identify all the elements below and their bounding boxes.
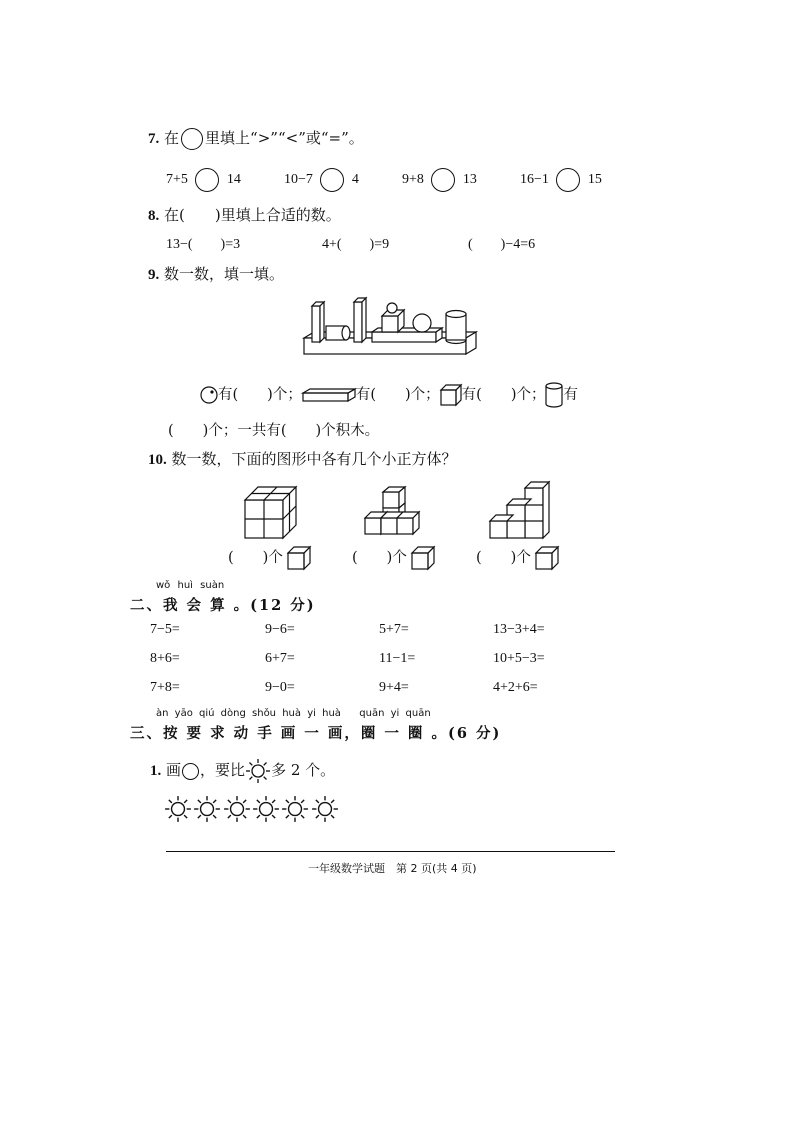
pinyin: àn (156, 708, 169, 719)
cube-icon (287, 546, 311, 570)
cube-icon (535, 546, 559, 570)
sphere-count-blank[interactable]: 有( )个； (218, 387, 302, 403)
q7-left: 9+8 (402, 172, 424, 188)
pinyin: huà (322, 708, 341, 719)
q7-item (284, 168, 359, 192)
q7-left: 16−1 (520, 172, 549, 188)
pinyin: suàn (200, 580, 225, 591)
cube-figure-c (489, 478, 553, 540)
q7-left: 7+5 (166, 172, 188, 188)
q10-answer-text: ( )个 (352, 550, 407, 566)
sec3-q1-text-a: 画 (166, 761, 182, 779)
q7-number: 7. (148, 131, 160, 147)
pinyin: quān (359, 708, 385, 719)
q7-right: 13 (462, 172, 477, 188)
q9-line1 (200, 382, 578, 408)
calc-item[interactable]: 6+7= (265, 651, 295, 666)
cube-icon (440, 384, 462, 406)
cube-count-blank[interactable]: 有( )个； (461, 387, 546, 403)
bar-count-blank[interactable]: 有( )个； (355, 387, 440, 403)
q10-answer-c[interactable] (476, 546, 559, 570)
pinyin: yi (390, 708, 400, 719)
sun-icon (245, 758, 271, 784)
calc-item[interactable]: 11−1= (379, 651, 416, 666)
calc-item[interactable]: 9−0= (265, 680, 295, 695)
pinyin: dòng (220, 708, 246, 719)
q9-line2[interactable]: ( )个；一共有( )个积木。 (168, 423, 380, 439)
footer-rule (166, 851, 615, 852)
q7-item (166, 168, 241, 192)
pinyin: qiú (199, 708, 215, 719)
calc-item[interactable]: 13−3+4= (493, 622, 545, 637)
q9-title (148, 263, 284, 284)
q7-right: 15 (587, 172, 602, 188)
sec3-title: 三、按 要 求 动 手 画 一 画，圈 一 圈 。(6 分) (130, 725, 502, 742)
q7-suffix: 里填上“>”“<”或“=”。 (205, 129, 364, 147)
q7-item (402, 168, 477, 192)
q8-title (148, 204, 341, 225)
cylinder-icon (545, 382, 563, 408)
cube-figure-b (363, 486, 427, 536)
sec2-title: 二、我 会 算 。(12 分) (130, 597, 316, 614)
q10-answer-text: ( )个 (228, 550, 283, 566)
calc-item[interactable]: 5+7= (379, 622, 409, 637)
circle-icon (181, 128, 203, 150)
calc-item[interactable]: 7−5= (150, 622, 180, 637)
sun-icon (311, 795, 339, 823)
sec3-pinyin (156, 708, 431, 719)
q9-number: 9. (148, 267, 160, 283)
circle-icon (182, 763, 199, 780)
q7-left: 10−7 (284, 172, 313, 188)
q7-right: 4 (351, 172, 359, 188)
sphere-icon (200, 386, 218, 404)
pinyin: yāo (174, 708, 193, 719)
flat-block-icon (302, 388, 356, 402)
cube-figure-a (244, 486, 298, 540)
pinyin: huì (177, 580, 193, 591)
blocks-illustration (300, 296, 480, 358)
calc-item[interactable]: 9+4= (379, 680, 409, 695)
calc-item[interactable]: 10+5−3= (493, 651, 545, 666)
sun-icon (193, 795, 221, 823)
q7-right: 14 (226, 172, 241, 188)
cyl-label: 有 (563, 387, 578, 403)
q10-answer-a[interactable] (228, 546, 311, 570)
q10-answer-text: ( )个 (476, 550, 531, 566)
answer-circle[interactable] (195, 168, 219, 192)
q9-text: 数一数，填一填。 (164, 265, 285, 283)
answer-circle[interactable] (431, 168, 455, 192)
q8-number: 8. (148, 208, 160, 224)
q8-text: 在( )里填上合适的数。 (164, 206, 341, 224)
sun-icon (252, 795, 280, 823)
q7-item (520, 168, 602, 192)
calc-item[interactable]: 8+6= (150, 651, 180, 666)
calc-item[interactable]: 7+8= (150, 680, 180, 695)
footer-text: 一年级数学试题 第 2 页(共 4 页) (308, 862, 477, 875)
q7-title (148, 127, 364, 150)
pinyin: shǒu (252, 708, 277, 719)
q10-title (148, 448, 457, 469)
sec3-q1-text-b: ，要比 (200, 761, 246, 779)
answer-circle[interactable] (320, 168, 344, 192)
sec2-pinyin (156, 580, 224, 591)
sun-row (164, 795, 344, 825)
cube-icon (411, 546, 435, 570)
calc-item[interactable]: 9−6= (265, 622, 295, 637)
pinyin: huà (282, 708, 302, 719)
pinyin: yi (307, 708, 316, 719)
q10-answer-b[interactable] (352, 546, 435, 570)
calc-item[interactable]: 4+2+6= (493, 680, 538, 695)
sun-icon (164, 795, 192, 823)
answer-circle[interactable] (556, 168, 580, 192)
sun-icon (281, 795, 309, 823)
sun-icon (223, 795, 251, 823)
pinyin: wǒ (156, 580, 171, 591)
q8-item[interactable]: 13−( )=3 (166, 237, 241, 252)
q8-item[interactable]: ( )−4=6 (468, 237, 536, 252)
sec3-q1-text-c: 多 2 个。 (271, 761, 336, 779)
q10-text: 数一数，下面的图形中各有几个小正方体？ (171, 450, 457, 468)
q7-prefix: 在 (164, 129, 180, 147)
sec3-q1-number: 1. (150, 763, 162, 779)
q10-number: 10. (148, 452, 167, 468)
q8-item[interactable]: 4+( )=9 (322, 237, 390, 252)
pinyin: quān (405, 708, 431, 719)
sec3-q1 (150, 758, 335, 784)
